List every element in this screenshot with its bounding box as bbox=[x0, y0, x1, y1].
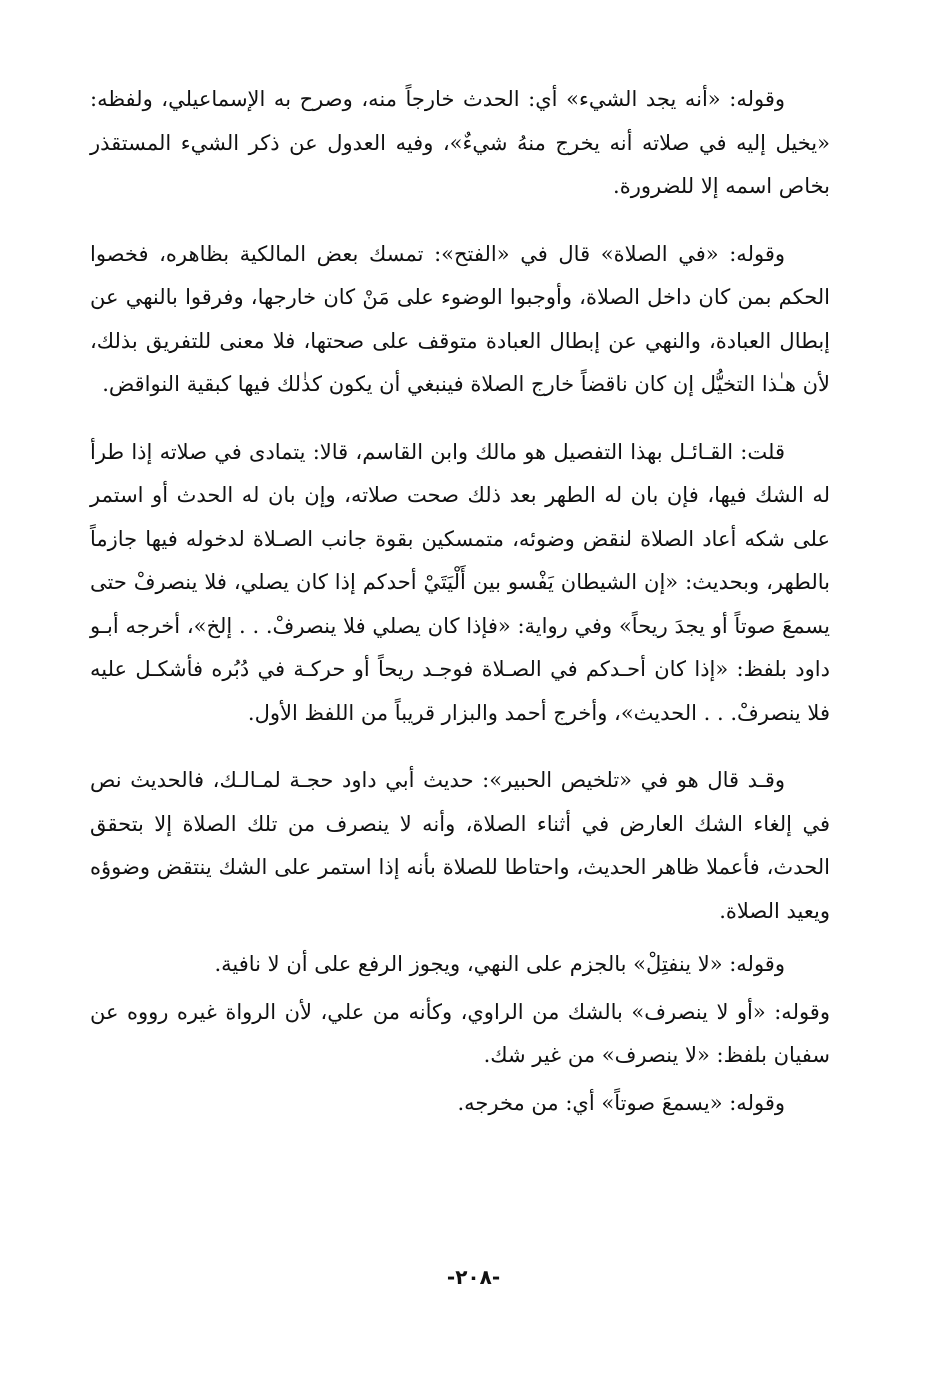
paragraph-1: وقوله: «أنه يجد الشيء» أي: الحدث خارجاً منه، وصرح به الإسماعيلي، ولفظه: «يخيل إليه في صلاته أنه يخرج منهُ شيءٌ»، وفيه العدول عن ذكر الشيء المستقذر بخاص اسمه إلا للضرورة. bbox=[90, 87, 830, 198]
paragraph-5: وقوله: «لا ينفتِلْ» بالجزم على النهي، ويجوز الرفع على أن لا نافية. bbox=[214, 952, 785, 976]
paragraph-3: قلت: القـائـل بهذا التفصيل هو مالك وابن القاسم، قالا: يتمادى في صلاته إذا طرأ له الشك فيها، فإن بان له الطهر بعد ذلك صحت صلاته، وإن بان له الحدث أو استمر على شكه أعاد الصلاة لنقض وضوئه، متمسكين بقوة جانب الصـلاة لدخوله فيها جازماً بالطهر، وبحديث: «إن الشيطان يَفْسو بين أَلْيَتَيْ أحدكم إذا كان يصلي، فلا ينصرفْ حتى يسمعَ صوتاً أو يجدَ ريحاً» وفي رواية: «فإذا كان يصلي فلا ينصرفْ. . . إلخ»، أخرجه أبـو داود بلفظ: «إذا كان أحـدكم في الصـلاة فوجـد ريحاً أو حركـة في دُبُره فأشكـل عليه فلا ينصرفْ. . . الحديث»، وأخرج أحمد والبزار قريباً من اللفظ الأول. bbox=[90, 439, 830, 725]
paragraph-6: وقوله: «أو لا ينصرف» بالشك من الراوي، وكأنه من علي، لأن الرواة غيره رووه عن سفيان بلفظ: «لا ينصرف» من غير شك. bbox=[90, 999, 830, 1067]
document-page bbox=[90, 78, 830, 1125]
paragraph-2: وقوله: «في الصلاة» قال في «الفتح»: تمسك بعض المالكية بظاهره، فخصوا الحكم بمن كان داخل الصلاة، وأوجبوا الوضوء على مَنْ كان خارجها، وفرقوا بالنهي عن إبطال العبادة، والنهي عن إبطال العبادة متوقف على صحتها، فلا معنى للتفريق بذلك، لأن هـٰذا التخيُّل إن كان ناقضاً خارج الصلاة فينبغي أن يكون كذٰلك فيها كبقية النواقض. bbox=[90, 241, 830, 396]
paragraph-4: وقـد قال هو في «تلخيص الحبير»: حديث أبي داود حجـة لمـالـك، فالحديث نص في إلغاء الشك العارض في أثناء الصلاة، وأنه لا ينصرف من تلك الصلاة إلا بتحقق الحدث، فأعملا ظاهر الحديث، واحتاطا للصلاة بأنه إذا استمر على الشك ينتقض وضوؤه ويعيد الصلاة. bbox=[90, 768, 830, 923]
page-number: -٢٠٨- bbox=[446, 1265, 501, 1289]
paragraph-7: وقوله: «يسمعَ صوتاً» أي: من مخرجه. bbox=[457, 1090, 785, 1115]
